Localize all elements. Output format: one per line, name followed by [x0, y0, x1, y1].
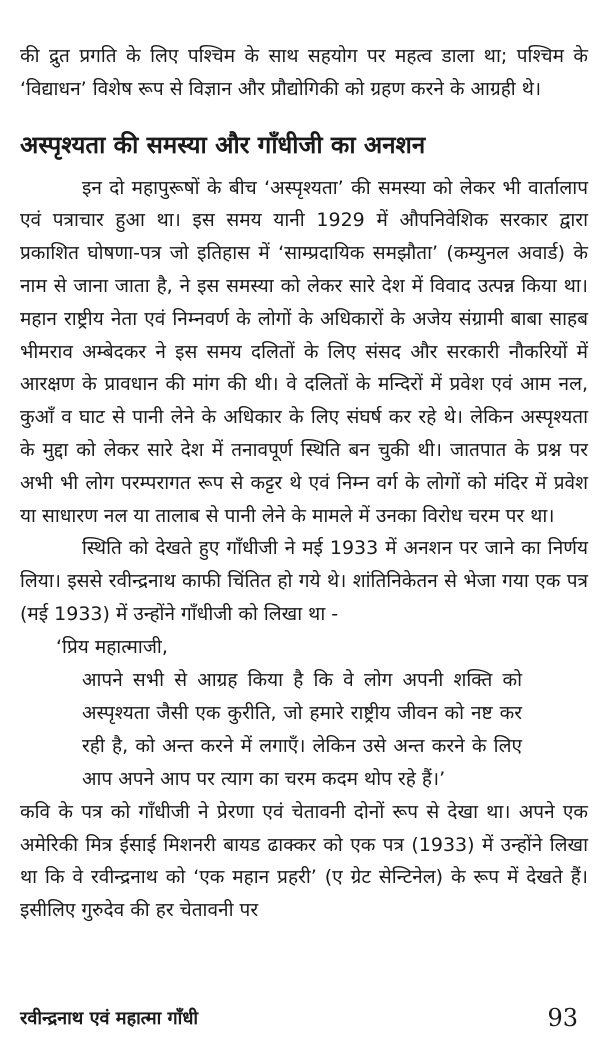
- page-footer: [20, 1000, 578, 1036]
- book-page: [20, 0, 588, 1048]
- letter-body: आपने सभी से आग्रह किया है कि वे लोग अपनी शक्ति को अस्पृश्यता जैसी एक कुरीति, जो हमारे राष्ट्रीय जीवन को नष्ट कर रही है, को अन्त करने में लगाएँ। लेकिन उसे अन्त करने के लिए आप अपने आप पर त्याग का चरम कदम थोप रहे हैं।’: [82, 668, 522, 790]
- paragraph-untouchability: इन दो महापुरूषों के बीच ‘अस्पृश्यता’ की समस्या को लेकर भी वार्तालाप एवं पत्राचार हुआ था। इस समय यानी 1929 में औपनिवेशिक सरकार द्वारा प्रकाशित घोषणा-पत्र जो इतिहास में ‘साम्प्रदायिक समझौता’ (कम्युनल अवार्ड) के नाम से जाना जाता है, ने इस समस्या को लेकर सारे देश में विवाद उत्पन्न किया था। महान राष्ट्रीय नेता एवं निम्नवर्ण के लोगों के अधिकारों के अजेय संग्रामी बाबा साहब भीमराव अम्बेदकर ने इस समय दलितों के लिए संसद और सरकारी नौकरियों में आरक्षण के प्रावधान की मांग की थी। वे दलितों के मन्दिरों में प्रवेश एवं आम नल, कुआँ व घाट से पानी लेने के अधिकार के लिए संघर्ष कर रहे थे। लेकिन अस्पृश्यता के मुद्दा को लेकर सारे देश में तनावपूर्ण स्थिति बन चुकी थी। जातपात के प्रश्न पर अभी भी लोग परम्परागत रूप से कट्टर थे एवं निम्न वर्ग के लोगों को मंदिर में प्रवेश या साधारण नल या तालाब से पानी लेने के मामले में उनका विरोध चरम पर था।: [20, 176, 588, 527]
- intro-paragraph: की द्रुत प्रगति के लिए पश्चिम के साथ सहयोग पर महत्व डाला था; पश्चिम के ‘विद्याधन’ विशेष रूप से विज्ञान और प्रौद्योगिकी को ग्रहण करने के आग्रही थे।: [20, 45, 588, 100]
- letter-salutation: ‘प्रिय महात्माजी,: [56, 635, 168, 658]
- quoted-letter: [20, 631, 588, 796]
- paragraph-fast-decision: स्थिति को देखते हुए गाँधीजी ने मई 1933 में अनशन पर जाने का निर्णय लिया। इससे रवीन्द्रनाथ काफी चिंतित हो गये थे। शांतिनिकेतन से भेजा गया एक पत्र (मई 1933) में उन्होंने गाँधीजी को लिखा था -: [20, 537, 588, 625]
- running-footer-title: रवीन्द्रनाथ एवं महात्मा गाँधी: [20, 1008, 199, 1029]
- page-number: 93: [547, 1004, 578, 1032]
- paragraph-poet-letter: कवि के पत्र को गाँधीजी ने प्रेरणा एवं चेतावनी दोनों रूप से देखा था। अपने एक अमेरिकी मित्र ईसाई मिशनरी बायड ढाक्कर को एक पत्र (1933) में उन्होंने लिखा था कि वे रवीन्द्रनाथ को ‘एक महान प्रहरी’ (ए ग्रेट सेन्टिनेल) के रूप में देखते हैं। इसीलिए गुरुदेव की हर चेतावनी पर: [20, 800, 588, 922]
- section-heading: अस्पृश्यता की समस्या और गाँधीजी का अनशन: [20, 130, 426, 159]
